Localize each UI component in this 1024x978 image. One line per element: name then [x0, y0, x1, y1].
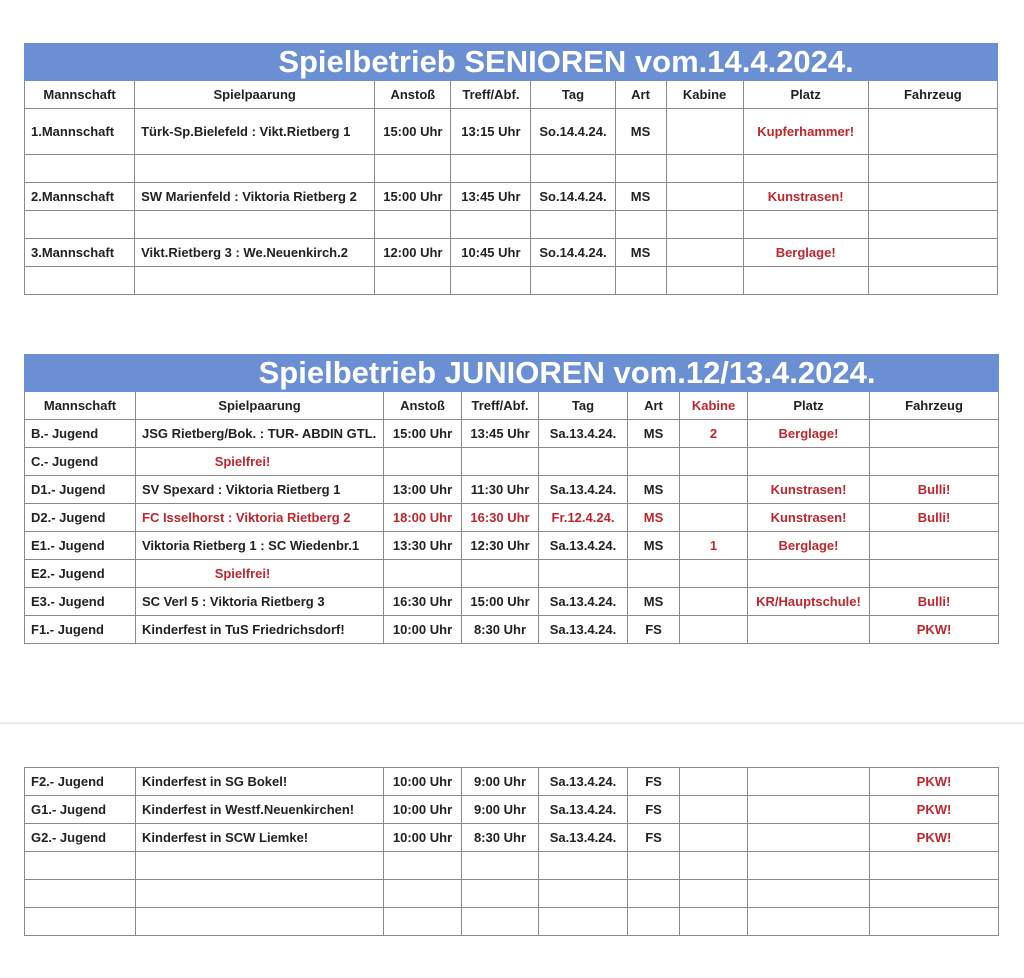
table-row — [25, 560, 999, 588]
cell-platz — [748, 796, 870, 824]
table-row — [25, 504, 999, 532]
cell-anstoss: 10:00 Uhr — [384, 824, 462, 852]
cell-fahrzeug: PKW! — [870, 796, 999, 824]
cell-fahrzeug — [870, 560, 999, 588]
cell-platz: Berglage! — [748, 532, 870, 560]
cell-kabine — [680, 588, 748, 616]
table-row — [25, 588, 999, 616]
table-row — [25, 183, 998, 211]
cell-tag: Sa.13.4.24. — [539, 616, 628, 644]
empty-cell — [531, 155, 615, 183]
empty-cell — [666, 211, 743, 239]
cell-treff: 8:30 Uhr — [462, 616, 539, 644]
cell-tag: So.14.4.24. — [531, 183, 615, 211]
col-header: Art — [615, 81, 666, 109]
empty-cell — [868, 155, 997, 183]
cell-kabine — [680, 880, 748, 908]
col-header: Mannschaft — [25, 81, 135, 109]
col-header: Anstoß — [384, 392, 462, 420]
cell-spielpaarung — [136, 852, 384, 880]
table-row — [25, 824, 999, 852]
cell-platz: Berglage! — [743, 239, 868, 267]
cell-tag — [539, 908, 628, 936]
cell-tag: Sa.13.4.24. — [539, 532, 628, 560]
cell-mannschaft: G1.- Jugend — [25, 796, 136, 824]
cell-mannschaft: G2.- Jugend — [25, 824, 136, 852]
cell-spielpaarung: Spielfrei! — [136, 560, 384, 588]
cell-art: MS — [615, 239, 666, 267]
empty-cell — [666, 267, 743, 295]
empty-cell — [615, 155, 666, 183]
title-spacer — [25, 44, 135, 81]
table-row — [25, 616, 999, 644]
cell-mannschaft: F1.- Jugend — [25, 616, 136, 644]
empty-cell — [868, 267, 997, 295]
cell-treff: 8:30 Uhr — [462, 824, 539, 852]
cell-platz: Berglage! — [748, 420, 870, 448]
col-header: Platz — [748, 392, 870, 420]
col-header: Tag — [539, 392, 628, 420]
table-row — [25, 476, 999, 504]
cell-spielpaarung: SV Spexard : Viktoria Rietberg 1 — [136, 476, 384, 504]
cell-tag: Fr.12.4.24. — [539, 504, 628, 532]
cell-tag: Sa.13.4.24. — [539, 768, 628, 796]
cell-platz: Kupferhammer! — [743, 109, 868, 155]
cell-tag: Sa.13.4.24. — [539, 824, 628, 852]
cell-fahrzeug — [870, 532, 999, 560]
cell-mannschaft: D1.- Jugend — [25, 476, 136, 504]
empty-cell — [743, 155, 868, 183]
cell-tag: So.14.4.24. — [531, 109, 615, 155]
cell-platz: KR/Hauptschule! — [748, 588, 870, 616]
cell-treff: 9:00 Uhr — [462, 768, 539, 796]
title-spacer — [25, 355, 136, 392]
cell-mannschaft: B.- Jugend — [25, 420, 136, 448]
cell-kabine: 2 — [680, 420, 748, 448]
cell-spielpaarung: Spielfrei! — [136, 448, 384, 476]
empty-cell — [25, 155, 135, 183]
table-row-empty — [25, 155, 998, 183]
cell-tag: Sa.13.4.24. — [539, 420, 628, 448]
cell-treff: 10:45 Uhr — [451, 239, 531, 267]
cell-tag — [539, 880, 628, 908]
cell-platz — [748, 908, 870, 936]
table-row — [25, 796, 999, 824]
cell-fahrzeug: PKW! — [870, 616, 999, 644]
cell-spielpaarung: Türk-Sp.Bielefeld : Vikt.Rietberg 1 — [135, 109, 375, 155]
empty-cell — [531, 211, 615, 239]
cell-mannschaft: 2.Mannschaft — [25, 183, 135, 211]
cell-kabine — [680, 796, 748, 824]
cell-mannschaft — [25, 852, 136, 880]
empty-cell — [135, 267, 375, 295]
cell-tag — [539, 560, 628, 588]
cell-fahrzeug — [868, 239, 997, 267]
table-row — [25, 852, 999, 880]
cell-art: MS — [615, 183, 666, 211]
cell-art — [628, 880, 680, 908]
cell-anstoss: 15:00 Uhr — [384, 420, 462, 448]
cell-art: MS — [615, 109, 666, 155]
cell-fahrzeug — [868, 183, 997, 211]
cell-kabine — [680, 560, 748, 588]
cell-fahrzeug: Bulli! — [870, 476, 999, 504]
cell-treff: 13:15 Uhr — [451, 109, 531, 155]
empty-cell — [135, 155, 375, 183]
cell-fahrzeug: PKW! — [870, 824, 999, 852]
cell-kabine — [666, 109, 743, 155]
cell-art — [628, 448, 680, 476]
cell-fahrzeug — [870, 908, 999, 936]
cell-anstoss: 13:30 Uhr — [384, 532, 462, 560]
col-header: Fahrzeug — [868, 81, 997, 109]
cell-spielpaarung: Kinderfest in Westf.Neuenkirchen! — [136, 796, 384, 824]
senioren-table — [24, 43, 998, 295]
cell-art — [628, 908, 680, 936]
junioren-body — [25, 420, 999, 644]
cell-kabine — [680, 852, 748, 880]
cell-art: MS — [628, 504, 680, 532]
senioren-title: Spielbetrieb SENIOREN vom.14.4.2024. — [135, 44, 998, 81]
empty-cell — [743, 211, 868, 239]
cell-kabine — [666, 183, 743, 211]
cell-treff — [462, 880, 539, 908]
cell-art: FS — [628, 824, 680, 852]
cell-mannschaft: 3.Mannschaft — [25, 239, 135, 267]
cell-anstoss — [384, 880, 462, 908]
cell-kabine — [680, 616, 748, 644]
cell-anstoss: 10:00 Uhr — [384, 796, 462, 824]
cell-platz — [748, 616, 870, 644]
junioren-table — [24, 354, 999, 644]
empty-cell — [743, 267, 868, 295]
cell-anstoss — [384, 852, 462, 880]
cell-art: MS — [628, 420, 680, 448]
col-header: Art — [628, 392, 680, 420]
empty-cell — [25, 211, 135, 239]
table-row-empty — [25, 211, 998, 239]
cell-mannschaft — [25, 908, 136, 936]
table-row — [25, 109, 998, 155]
cell-treff — [462, 448, 539, 476]
empty-cell — [375, 267, 451, 295]
cell-spielpaarung: JSG Rietberg/Bok. : TUR- ABDIN GTL. — [136, 420, 384, 448]
cell-kabine — [680, 504, 748, 532]
cell-art: FS — [628, 616, 680, 644]
cell-platz: Kunstrasen! — [748, 504, 870, 532]
cell-fahrzeug: Bulli! — [870, 504, 999, 532]
cell-platz — [748, 768, 870, 796]
col-header: Kabine — [666, 81, 743, 109]
cell-treff: 13:45 Uhr — [462, 420, 539, 448]
empty-cell — [666, 155, 743, 183]
cell-kabine — [680, 476, 748, 504]
table-row — [25, 532, 999, 560]
cell-anstoss — [384, 448, 462, 476]
cell-spielpaarung: Kinderfest in SCW Liemke! — [136, 824, 384, 852]
col-header: Mannschaft — [25, 392, 136, 420]
col-header: Platz — [743, 81, 868, 109]
cell-spielpaarung: Viktoria Rietberg 1 : SC Wiedenbr.1 — [136, 532, 384, 560]
table-row — [25, 908, 999, 936]
empty-cell — [375, 155, 451, 183]
cell-art: FS — [628, 768, 680, 796]
senioren-header-row — [25, 81, 998, 109]
cell-platz: Kunstrasen! — [743, 183, 868, 211]
col-header: Spielpaarung — [136, 392, 384, 420]
cell-treff: 16:30 Uhr — [462, 504, 539, 532]
cell-mannschaft: 1.Mannschaft — [25, 109, 135, 155]
cell-tag: Sa.13.4.24. — [539, 796, 628, 824]
cell-spielpaarung: Kinderfest in SG Bokel! — [136, 768, 384, 796]
cell-tag: So.14.4.24. — [531, 239, 615, 267]
cell-treff: 9:00 Uhr — [462, 796, 539, 824]
col-header: Spielpaarung — [135, 81, 375, 109]
cell-kabine — [680, 908, 748, 936]
cell-spielpaarung: SW Marienfeld : Viktoria Rietberg 2 — [135, 183, 375, 211]
empty-cell — [531, 267, 615, 295]
cell-anstoss — [384, 908, 462, 936]
empty-cell — [451, 155, 531, 183]
cell-spielpaarung: Vikt.Rietberg 3 : We.Neuenkirch.2 — [135, 239, 375, 267]
cell-mannschaft: D2.- Jugend — [25, 504, 136, 532]
cell-treff — [462, 908, 539, 936]
table-row-empty — [25, 267, 998, 295]
cell-fahrzeug — [870, 880, 999, 908]
cell-art: MS — [628, 588, 680, 616]
cell-anstoss: 15:00 Uhr — [375, 109, 451, 155]
cell-treff: 13:45 Uhr — [451, 183, 531, 211]
cell-spielpaarung: FC Isselhorst : Viktoria Rietberg 2 — [136, 504, 384, 532]
cell-kabine — [680, 448, 748, 476]
cell-mannschaft — [25, 880, 136, 908]
cell-spielpaarung — [136, 908, 384, 936]
cell-art: MS — [628, 532, 680, 560]
col-header: Anstoß — [375, 81, 451, 109]
cell-art: FS — [628, 796, 680, 824]
cell-fahrzeug: Bulli! — [870, 588, 999, 616]
junioren-title-row — [25, 355, 999, 392]
cell-platz — [748, 448, 870, 476]
cell-anstoss — [384, 560, 462, 588]
empty-cell — [135, 211, 375, 239]
junioren2-body — [25, 768, 999, 936]
cell-treff: 12:30 Uhr — [462, 532, 539, 560]
cell-tag — [539, 448, 628, 476]
cell-anstoss: 10:00 Uhr — [384, 616, 462, 644]
table-row — [25, 880, 999, 908]
cell-fahrzeug — [870, 420, 999, 448]
cell-art — [628, 560, 680, 588]
cell-anstoss: 15:00 Uhr — [375, 183, 451, 211]
cell-mannschaft: E2.- Jugend — [25, 560, 136, 588]
empty-cell — [615, 211, 666, 239]
junioren-title: Spielbetrieb JUNIOREN vom.12/13.4.2024. — [136, 355, 999, 392]
page-separator — [0, 722, 1024, 725]
empty-cell — [25, 267, 135, 295]
table-row — [25, 768, 999, 796]
cell-mannschaft: E1.- Jugend — [25, 532, 136, 560]
cell-anstoss: 18:00 Uhr — [384, 504, 462, 532]
cell-treff: 15:00 Uhr — [462, 588, 539, 616]
empty-cell — [451, 211, 531, 239]
junioren-table-continued — [24, 767, 999, 936]
col-header: Treff/Abf. — [462, 392, 539, 420]
cell-treff — [462, 852, 539, 880]
cell-tag: Sa.13.4.24. — [539, 588, 628, 616]
cell-spielpaarung: SC Verl 5 : Viktoria Rietberg 3 — [136, 588, 384, 616]
table-row — [25, 239, 998, 267]
cell-anstoss: 12:00 Uhr — [375, 239, 451, 267]
cell-fahrzeug: PKW! — [870, 768, 999, 796]
senioren-title-row — [25, 44, 998, 81]
cell-mannschaft: E3.- Jugend — [25, 588, 136, 616]
cell-fahrzeug — [870, 852, 999, 880]
empty-cell — [451, 267, 531, 295]
cell-platz — [748, 824, 870, 852]
cell-fahrzeug — [868, 109, 997, 155]
cell-mannschaft: F2.- Jugend — [25, 768, 136, 796]
col-header: Tag — [531, 81, 615, 109]
col-header: Treff/Abf. — [451, 81, 531, 109]
cell-art — [628, 852, 680, 880]
cell-platz — [748, 560, 870, 588]
cell-spielpaarung: Kinderfest in TuS Friedrichsdorf! — [136, 616, 384, 644]
table-row — [25, 448, 999, 476]
cell-kabine — [680, 824, 748, 852]
cell-anstoss: 16:30 Uhr — [384, 588, 462, 616]
cell-treff — [462, 560, 539, 588]
cell-kabine — [680, 768, 748, 796]
cell-anstoss: 13:00 Uhr — [384, 476, 462, 504]
cell-platz — [748, 880, 870, 908]
cell-art: MS — [628, 476, 680, 504]
table-row — [25, 420, 999, 448]
col-header: Fahrzeug — [870, 392, 999, 420]
col-header: Kabine — [680, 392, 748, 420]
cell-mannschaft: C.- Jugend — [25, 448, 136, 476]
cell-platz — [748, 852, 870, 880]
empty-cell — [615, 267, 666, 295]
cell-anstoss: 10:00 Uhr — [384, 768, 462, 796]
cell-platz: Kunstrasen! — [748, 476, 870, 504]
cell-kabine — [666, 239, 743, 267]
junioren-header-row — [25, 392, 999, 420]
empty-cell — [375, 211, 451, 239]
cell-kabine: 1 — [680, 532, 748, 560]
cell-tag: Sa.13.4.24. — [539, 476, 628, 504]
cell-spielpaarung — [136, 880, 384, 908]
cell-treff: 11:30 Uhr — [462, 476, 539, 504]
empty-cell — [868, 211, 997, 239]
cell-fahrzeug — [870, 448, 999, 476]
cell-tag — [539, 852, 628, 880]
